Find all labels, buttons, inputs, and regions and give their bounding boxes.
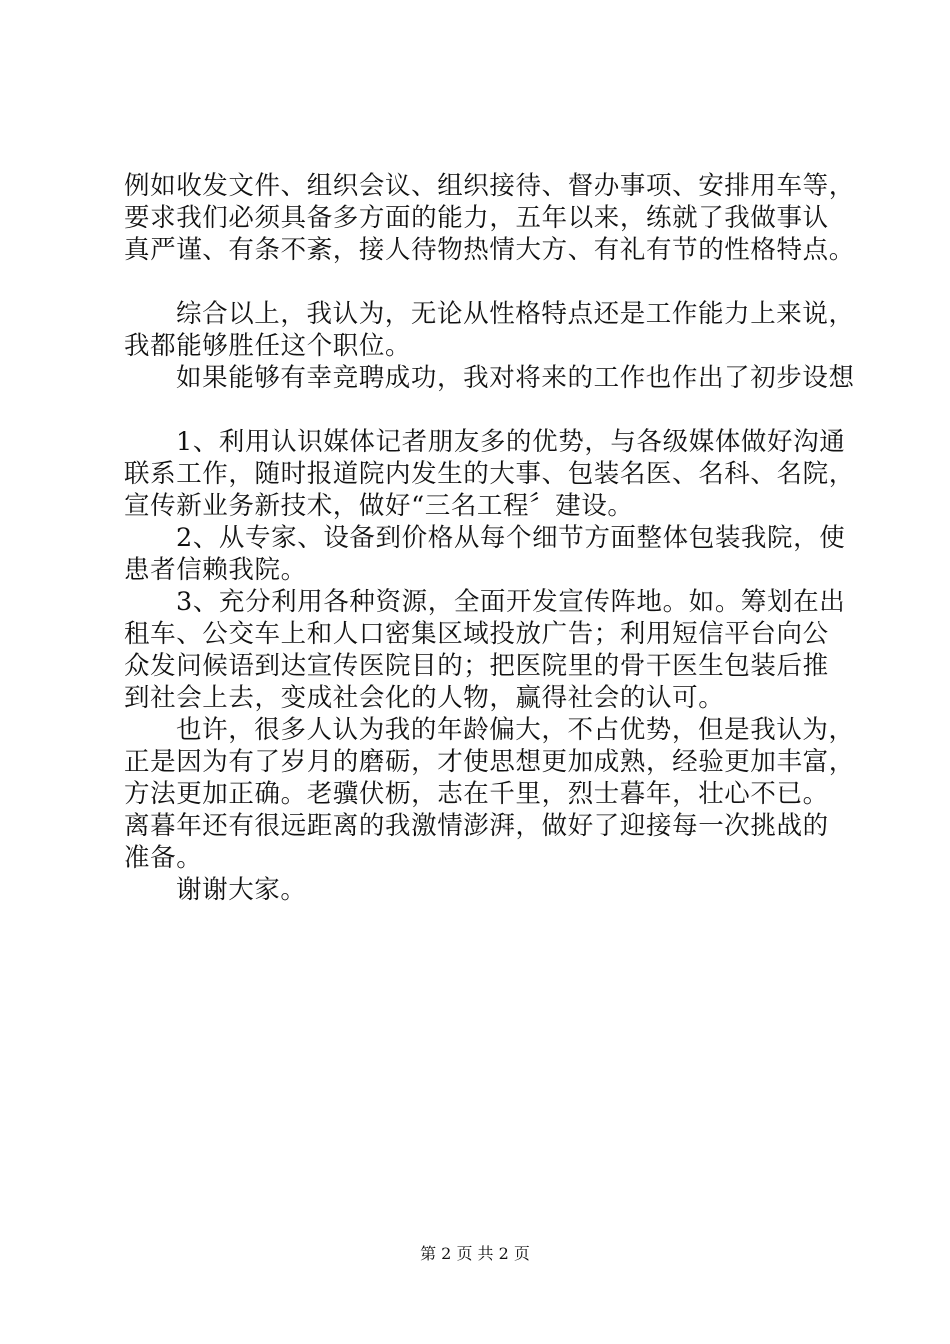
text-line: 真严谨、有条不紊，接人待物热情大方、有礼有节的性格特点。: [124, 235, 855, 265]
text-line: 联系工作，随时报道院内发生的大事、包装名医、名科、名院，: [124, 459, 855, 489]
text-line: 如果能够有幸竞聘成功，我对将来的工作也作出了初步设想: [176, 363, 855, 393]
text-line: 准备。: [124, 843, 203, 873]
text-line: 综合以上，我认为，无论从性格特点还是工作能力上来说，: [176, 299, 855, 329]
text-line: 宣传新业务新技术，做好“三名工程〞建设。: [124, 491, 634, 521]
text-line: 例如收发文件、组织会议、组织接待、督办事项、安排用车等，: [124, 171, 855, 201]
text-line: 众发问候语到达宣传医院目的；把医院里的骨干医生包装后推: [124, 651, 829, 681]
document-body: [124, 170, 864, 906]
paragraph-gap: [124, 394, 864, 426]
paragraph-gap: [124, 266, 864, 298]
text-line: 我都能够胜任这个职位。: [124, 331, 412, 361]
text-line: 正是因为有了岁月的磨砺，才使思想更加成熟，经验更加丰富，: [124, 747, 855, 777]
text-line: 3、充分利用各种资源，全面开发宣传阵地。如。筹划在出: [176, 587, 846, 617]
text-line: 谢谢大家。: [176, 875, 307, 905]
page-footer: 第 2 页 共 2 页: [420, 1244, 530, 1263]
text-line: 要求我们必须具备多方面的能力，五年以来，练就了我做事认: [124, 203, 829, 233]
text-line: 1、利用认识媒体记者朋友多的优势，与各级媒体做好沟通: [176, 427, 846, 457]
text-line: 患者信赖我院。: [124, 555, 307, 585]
text-line: 也许，很多人认为我的年龄偏大，不占优势，但是我认为，: [176, 715, 855, 745]
text-line: 到社会上去，变成社会化的人物，赢得社会的认可。: [124, 683, 725, 713]
text-line: 离暮年还有很远距离的我激情澎湃，做好了迎接每一次挑战的: [124, 811, 829, 841]
text-line: 租车、公交车上和人口密集区域投放广告；利用短信平台向公: [124, 619, 829, 649]
text-line: 方法更加正确。老骥伏枥，志在千里，烈士暮年，壮心不已。: [124, 779, 829, 809]
text-line: 2、从专家、设备到价格从每个细节方面整体包装我院，使: [176, 523, 846, 553]
